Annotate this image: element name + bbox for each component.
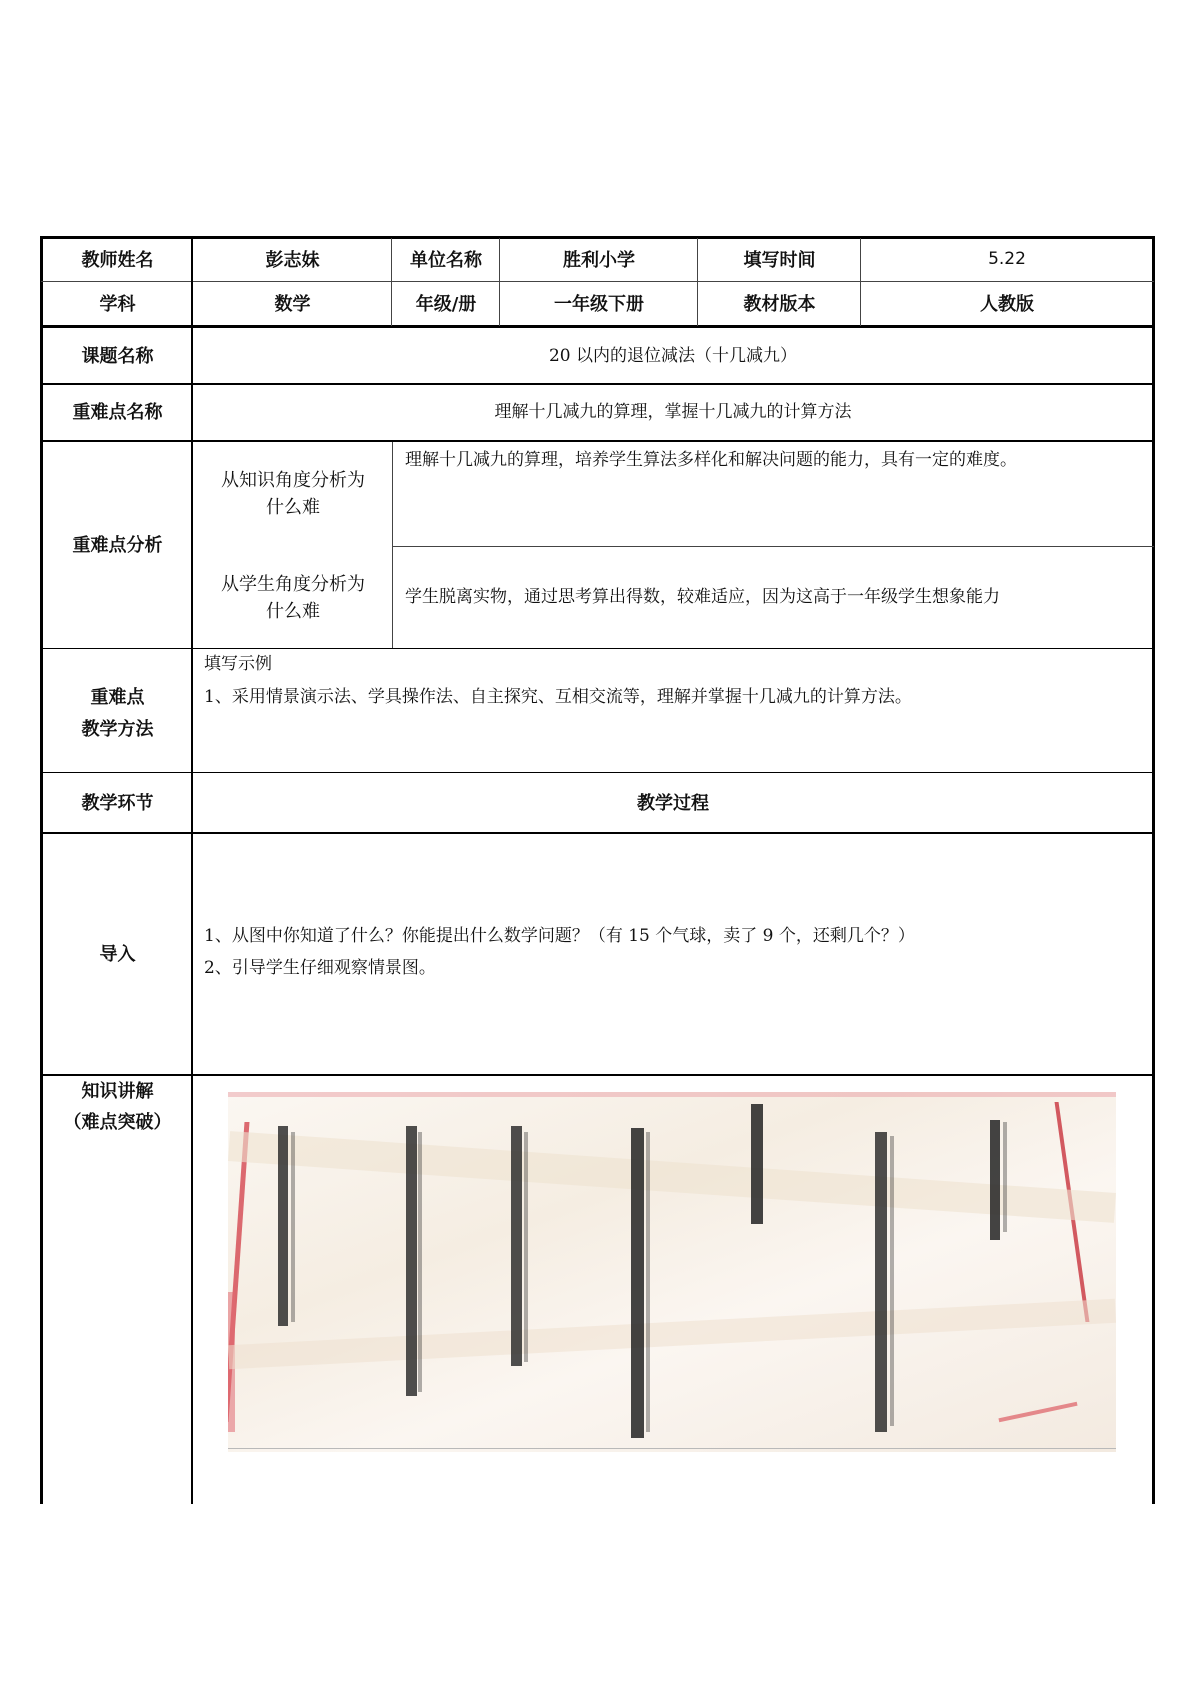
rule-process-header bbox=[41, 832, 1154, 834]
key-point-label: 重难点名称 bbox=[72, 402, 163, 423]
topic-label: 课题名称 bbox=[81, 346, 154, 367]
rule-col5 bbox=[860, 238, 861, 326]
rule-method bbox=[41, 772, 1154, 773]
unit-name-label: 单位名称 bbox=[410, 249, 482, 271]
edition-value: 人教版 bbox=[980, 293, 1034, 315]
unit-name-value: 胜利小学 bbox=[563, 249, 635, 271]
knowledge-angle-value: 理解十几减九的算理，培养学生算法多样化和解决问题的能力，具有一定的难度。 bbox=[405, 450, 1017, 471]
fill-time-value: 5.22 bbox=[988, 249, 1026, 270]
method-label-line1: 重难点 bbox=[90, 686, 145, 708]
rule-col2 bbox=[391, 238, 392, 326]
rule-keypoint bbox=[41, 440, 1154, 442]
photo-baseline bbox=[228, 1448, 1116, 1449]
rule-row1 bbox=[41, 281, 1154, 282]
knowledge-angle-label: 从知识角度分析为什么难 bbox=[221, 470, 365, 518]
teacher-name-value: 彭志妹 bbox=[265, 249, 320, 271]
table-border-top bbox=[41, 236, 1155, 239]
subject-label: 学科 bbox=[99, 293, 136, 315]
rule-header-bottom bbox=[41, 325, 1154, 328]
intro-label: 导入 bbox=[99, 943, 136, 965]
rule-analysis bbox=[41, 648, 1154, 649]
edition-label: 教材版本 bbox=[743, 293, 816, 315]
method-example-title: 填写示例 bbox=[204, 654, 272, 675]
intro-line-1: 1、从图中你知道了什么？你能提出什么数学问题？（有 15 个气球，卖了 9 个，还剩几个？） bbox=[204, 926, 915, 947]
rule-analysis-col bbox=[392, 442, 393, 648]
rule-col4 bbox=[697, 238, 698, 326]
scanned-worksheet-photo bbox=[228, 1092, 1116, 1452]
key-point-value: 理解十几减九的算理，掌握十几减九的计算方法 bbox=[494, 401, 852, 422]
rule-topic bbox=[41, 383, 1154, 385]
fill-time-label: 填写时间 bbox=[743, 249, 816, 271]
teacher-name-label: 教师姓名 bbox=[81, 249, 154, 271]
rule-intro bbox=[41, 1074, 1154, 1076]
grade-value: 一年级下册 bbox=[554, 293, 644, 315]
stage-header-label: 教学环节 bbox=[81, 792, 154, 814]
rule-col3 bbox=[499, 238, 500, 326]
explain-label-line1: 知识讲解 bbox=[81, 1080, 154, 1102]
topic-value: 20 以内的退位减法（十几减九） bbox=[548, 345, 798, 366]
intro-line-2: 2、引导学生仔细观察情景图。 bbox=[204, 958, 436, 979]
rule-analysis-mid bbox=[393, 546, 1154, 547]
process-header-label: 教学过程 bbox=[637, 792, 709, 814]
method-label-line2: 教学方法 bbox=[81, 718, 154, 740]
student-angle-value: 学生脱离实物，通过思考算出得数，较难适应，因为这高于一年级学生想象能力 bbox=[405, 587, 1000, 608]
grade-label: 年级/册 bbox=[415, 293, 477, 315]
analysis-label: 重难点分析 bbox=[72, 534, 163, 556]
student-angle-label: 从学生角度分析为什么难 bbox=[221, 574, 365, 622]
table-border-left bbox=[40, 236, 43, 1504]
explain-label-line2: （难点突破） bbox=[63, 1111, 172, 1133]
rule-col1 bbox=[191, 238, 193, 1504]
subject-value: 数学 bbox=[274, 293, 311, 315]
method-example-text: 1、采用情景演示法、学具操作法、自主探究、互相交流等，理解并掌握十几减九的计算方法。 bbox=[204, 687, 912, 708]
table-border-right bbox=[1152, 236, 1155, 1504]
